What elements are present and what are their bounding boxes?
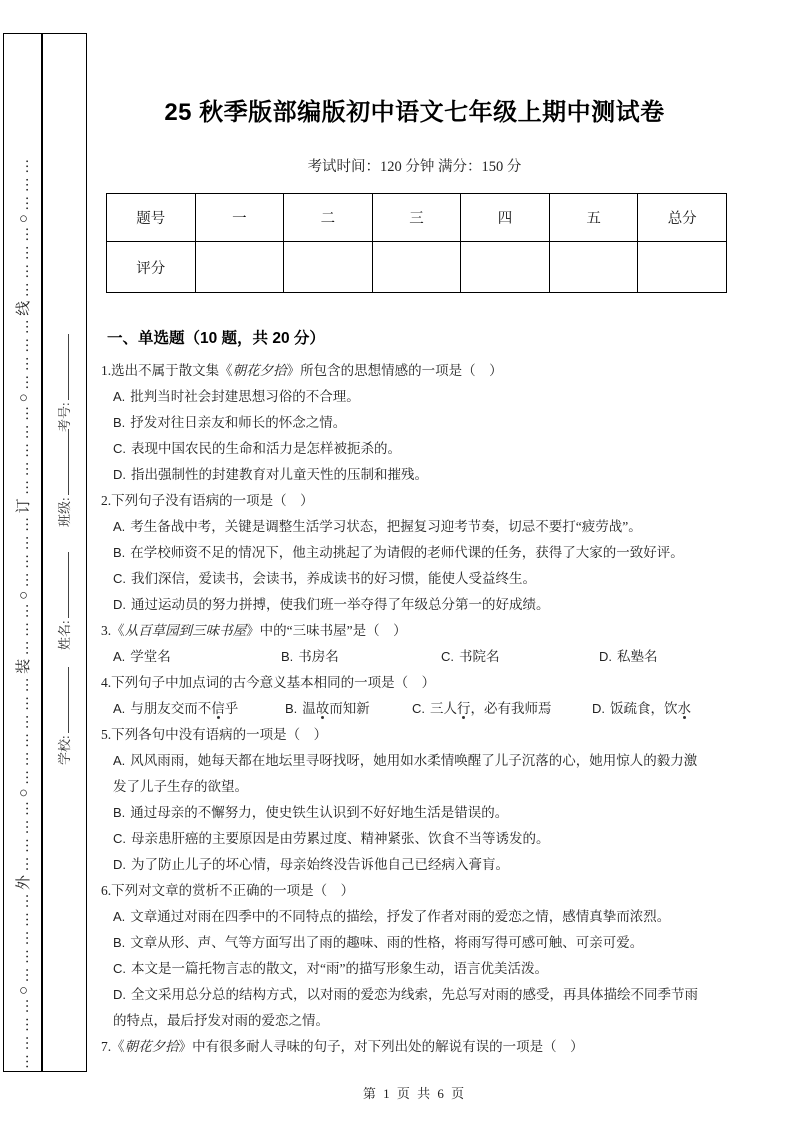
question-2-option-c [101, 566, 728, 592]
option-letter: B. [113, 805, 126, 820]
field-school-blank [56, 667, 69, 733]
option-text: 指出强制性的封建教育对儿童天性的压制和摧残。 [131, 467, 428, 482]
field-exam-number-blank [56, 334, 69, 400]
option-text: 抒发对往日亲友和师长的怀念之情。 [130, 415, 347, 430]
question-3 [101, 618, 728, 670]
question-1-option-d [101, 462, 728, 488]
option-text: 与朋友交而不信乎 [130, 701, 239, 716]
option-letter: B. [281, 649, 294, 664]
option-text: 为了防止儿子的坏心情，母亲始终没告诉他自己已经病入膏肓。 [131, 857, 509, 872]
option-text: 批判当时社会封建思想习俗的不合理。 [130, 389, 360, 404]
score-table [106, 193, 727, 293]
question-7-stem [101, 1034, 728, 1060]
question-5-stem [101, 722, 728, 748]
question-4-option-c [412, 696, 592, 722]
option-letter: A. [113, 909, 126, 924]
question-2-stem [101, 488, 728, 514]
field-class [51, 415, 79, 527]
binding-dashed-line: …………○……………外…………○………………装………○…………订……………○…………线…………○……… [16, 155, 32, 1069]
question-7 [101, 1034, 728, 1060]
option-letter: B. [285, 701, 298, 716]
question-4-option-b [285, 696, 412, 722]
stem-text: 5.下列各句中没有语病的一项是（ ） [101, 727, 328, 742]
option-text: 全文采用总分总的结构方式，以对雨的爱恋为线索，先总写对雨的感受，再具体描绘不同季节雨的特点，最后抒发对雨的爱恋之情。 [113, 987, 698, 1028]
option-text: 在学校师资不足的情况下，他主动挑起了为请假的老师代课的任务，获得了大家的一致好评。 [130, 545, 684, 560]
score-table-header-cell: 二 [284, 194, 373, 242]
option-letter: A. [113, 389, 126, 404]
option-text: 饭疏食，饮水 [610, 701, 691, 716]
option-letter: C. [113, 571, 126, 586]
question-1-option-b [101, 410, 728, 436]
option-text: 学堂名 [130, 649, 171, 664]
score-table-header-row [107, 194, 727, 242]
option-text: 通过母亲的不懈努力，使史铁生认识到不好好地生活是错误的。 [130, 805, 509, 820]
score-table-header-cell: 一 [195, 194, 284, 242]
option-text: 书房名 [298, 649, 339, 664]
binding-strip-divider [41, 34, 43, 1071]
exam-info: 考试时间：120 分钟 满分：150 分 [307, 159, 522, 175]
score-table-header-cell: 题号 [107, 194, 196, 242]
question-3-stem [101, 618, 728, 644]
question-6-option-d [101, 982, 728, 1034]
stem-text: 7.《 [101, 1039, 125, 1054]
book-title: 朝花夕拾 [232, 363, 287, 378]
question-3-options [101, 644, 728, 670]
option-letter: A. [113, 519, 126, 534]
option-text: 书院名 [459, 649, 500, 664]
option-letter: C. [113, 441, 126, 456]
field-school [51, 653, 79, 765]
field-name-label: 姓名: [57, 620, 72, 650]
option-text: 文章从形、声、气等方面写出了雨的趣味、雨的性格，将雨写得可感可触、可亲可爱。 [130, 935, 644, 950]
field-name-blank [56, 552, 69, 618]
question-3-option-c [441, 644, 599, 670]
question-5-option-c [101, 826, 728, 852]
score-table-header-cell: 三 [372, 194, 461, 242]
option-text: 风风雨雨，她每天都在地坛里寻呀找呀，她用如水柔情唤醒了儿子沉落的心，她用惊人的毅力激发了儿子生存的欲望。 [113, 753, 698, 794]
question-1 [101, 358, 728, 488]
score-table-score-row [107, 242, 727, 293]
question-5-option-b [101, 800, 728, 826]
question-2-option-a [101, 514, 728, 540]
option-letter: C. [441, 649, 454, 664]
option-text: 考生备战中考，关键是调整生活学习状态，把握复习迎考节奏，切忌不要打“疲劳战”。 [130, 519, 642, 534]
question-2-option-b [101, 540, 728, 566]
stem-text: 》中有很多耐人寻味的句子，对下列出处的解说有误的一项是（ ） [178, 1039, 584, 1054]
option-text: 文章通过对雨在四季中的不同特点的描绘，抒发了作者对雨的爱恋之情，感情真挚而浓烈。 [130, 909, 671, 924]
option-letter: A. [113, 649, 126, 664]
option-letter: D. [599, 649, 612, 664]
question-1-option-c [101, 436, 728, 462]
option-text: 表现中国农民的生命和活力是怎样被扼杀的。 [131, 441, 401, 456]
questions-area [101, 324, 728, 1060]
question-5-option-a [101, 748, 728, 800]
score-cell [461, 242, 550, 293]
stem-text: 1.选出不属于散文集《 [101, 363, 233, 378]
section-heading: 一、单选题（10 题，共 20 分） [107, 330, 325, 347]
page-title: 25 秋季版部编版初中语文七年级上期中测试卷 [164, 99, 665, 126]
field-school-label: 学校: [57, 735, 72, 765]
stem-text: 3.《 [101, 623, 125, 638]
question-6 [101, 878, 728, 1034]
question-1-stem [101, 358, 728, 384]
score-table-header-cell: 五 [549, 194, 638, 242]
option-letter: B. [113, 545, 126, 560]
score-row-label: 评分 [107, 242, 196, 293]
book-title: 朝花夕拾 [124, 1039, 179, 1054]
question-3-option-a [113, 644, 281, 670]
question-1-option-a [101, 384, 728, 410]
stem-text: 》所包含的思想情感的一项是（ ） [286, 363, 503, 378]
score-cell [195, 242, 284, 293]
question-4-options [101, 696, 728, 722]
option-text: 母亲患肝癌的主要原因是由劳累过度、精神紧张、饮食不当等诱发的。 [131, 831, 550, 846]
question-6-option-b [101, 930, 728, 956]
option-text: 三人行，必有我师焉 [430, 701, 552, 716]
question-2-option-d [101, 592, 728, 618]
option-letter: D. [113, 987, 126, 1002]
option-text: 私塾名 [617, 649, 658, 664]
score-cell [372, 242, 461, 293]
question-3-option-d [599, 644, 728, 670]
option-letter: C. [113, 961, 126, 976]
option-letter: A. [113, 701, 126, 716]
question-6-stem [101, 878, 728, 904]
option-text: 本文是一篇托物言志的散文，对“雨”的描写形象生动，语言优美活泼。 [131, 961, 548, 976]
stem-text: 4.下列句子中加点词的古今意义基本相同的一项是（ ） [101, 675, 436, 690]
question-6-option-a [101, 904, 728, 930]
score-table-header-cell: 四 [461, 194, 550, 242]
question-4-option-a [113, 696, 285, 722]
question-5-option-d [101, 852, 728, 878]
stem-text: 》中的“三味书屋”是（ ） [246, 623, 407, 638]
option-text: 通过运动员的努力拼搏，使我们班一举夺得了年级总分第一的好成绩。 [131, 597, 550, 612]
score-cell [549, 242, 638, 293]
option-letter: D. [113, 467, 126, 482]
question-4-option-d [592, 696, 728, 722]
question-6-option-c [101, 956, 728, 982]
option-letter: B. [113, 415, 126, 430]
field-class-label: 班级: [57, 497, 72, 527]
question-3-option-b [281, 644, 441, 670]
book-title: 从百草园到三味书屋 [124, 623, 247, 638]
stem-text: 2.下列句子没有语病的一项是（ ） [101, 493, 314, 508]
field-exam-number-label: 考号: [57, 402, 72, 432]
stem-text: 6.下列对文章的赏析不正确的一项是（ ） [101, 883, 355, 898]
option-letter: B. [113, 935, 126, 950]
question-2 [101, 488, 728, 618]
option-letter: A. [113, 753, 126, 768]
option-text: 我们深信，爱读书，会读书，养成读书的好习惯，能使人受益终生。 [131, 571, 536, 586]
score-table-header-cell: 总分 [638, 194, 727, 242]
option-letter: C. [412, 701, 425, 716]
question-4 [101, 670, 728, 722]
option-letter: D. [113, 857, 126, 872]
field-name [51, 538, 79, 650]
score-cell [638, 242, 727, 293]
question-4-stem [101, 670, 728, 696]
page-footer: 第 1 页 共 6 页 [362, 1086, 467, 1101]
question-5 [101, 722, 728, 878]
score-cell [284, 242, 373, 293]
option-letter: C. [113, 831, 126, 846]
field-class-blank [56, 429, 69, 495]
option-letter: D. [592, 701, 605, 716]
option-text: 温故而知新 [302, 701, 370, 716]
option-letter: D. [113, 597, 126, 612]
